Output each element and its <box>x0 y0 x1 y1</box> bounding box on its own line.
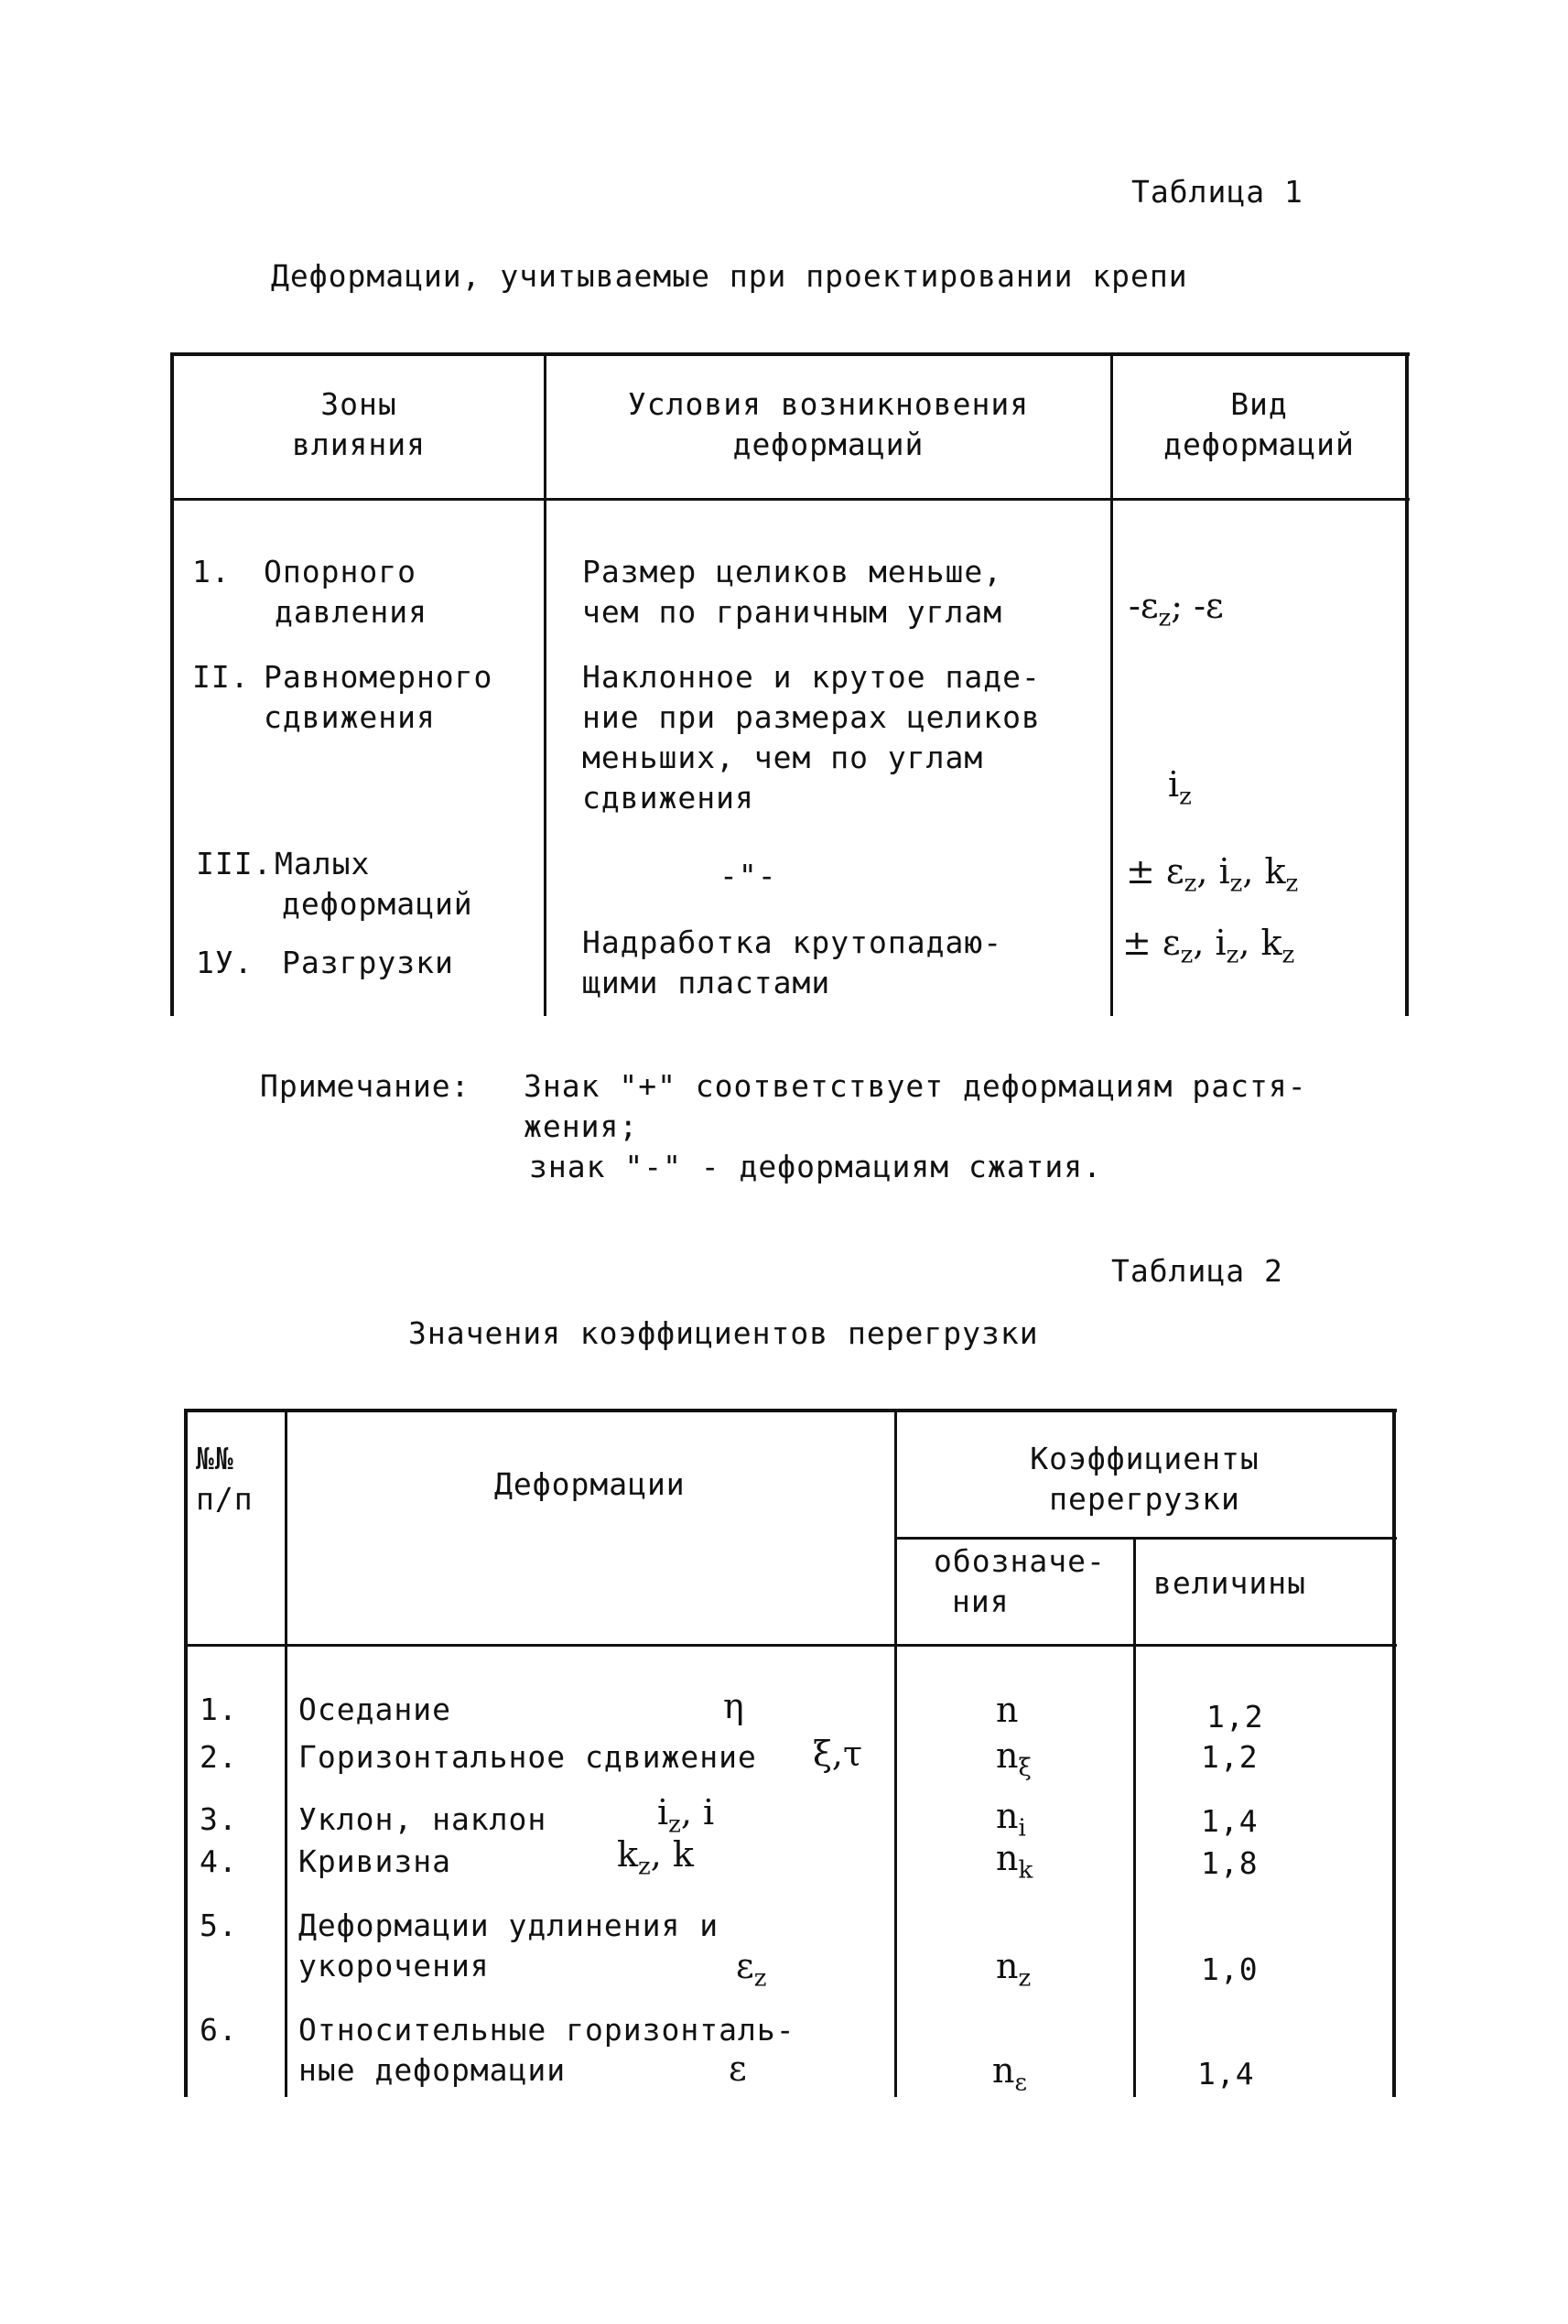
t2-row2-value: 1,2 <box>1201 1739 1259 1775</box>
t2-row3-symbol: $i_z$, i <box>657 1792 715 1839</box>
row4-zone: Разгрузки <box>282 945 454 980</box>
t2-row5-coef: $n_z$ <box>996 1946 1032 1993</box>
header-num: №№ п/п <box>196 1441 254 1517</box>
t2-row4-name: Кривизна <box>298 1843 451 1879</box>
t2-row2-name: Горизонтальное сдвижение <box>298 1739 757 1775</box>
row2-condition: Наклонное и крутое паде- ние при размерах целиков меньших, чем по углам сдвижения <box>582 659 1041 816</box>
row3-condition: -"- <box>719 858 777 893</box>
t2-row3-coef: $n_i$ <box>996 1796 1026 1843</box>
t2-row2-coef: $n_\xi$ <box>996 1735 1032 1782</box>
t2-row2-num: 2. <box>200 1739 238 1775</box>
header-zones: Зоны влияния <box>291 386 427 462</box>
t2-row1-value: 1,2 <box>1206 1699 1264 1735</box>
header-deformations: Деформации <box>494 1466 686 1502</box>
note-line-2: жения; <box>524 1108 639 1144</box>
t2-row4-symbol: $k_z$, k <box>617 1834 694 1881</box>
t2-row6-num: 6. <box>200 2012 238 2048</box>
row1-num: 1. <box>192 554 231 589</box>
t2-row4-num: 4. <box>200 1843 238 1879</box>
t2-row1-symbol: η <box>723 1686 744 1726</box>
header-type: Вид деформаций <box>1163 386 1355 462</box>
header-conditions: Условия возникновения деформаций <box>627 386 1030 462</box>
row4-type: ± $\varepsilon_z$, $i_z$, $k_z$ <box>1122 923 1295 969</box>
row3-zone: Малых деформаций <box>275 846 473 922</box>
t2-row3-name: Уклон, наклон <box>298 1801 547 1837</box>
row1-type: $-\varepsilon_z$; -ε <box>1129 586 1224 632</box>
t2-row6-coef: $n_\varepsilon$ <box>992 2050 1027 2097</box>
t2-row4-coef: $n_k$ <box>996 1838 1033 1885</box>
t2-row3-num: 3. <box>200 1801 238 1837</box>
t2-row1-num: 1. <box>200 1692 238 1727</box>
table1-title: Деформации, учитываемые при проектировании крепи <box>271 258 1188 294</box>
t2-row6-name: Относительные горизонталь- ные деформации <box>298 2012 795 2088</box>
table2-title: Значения коэффициентов перегрузки <box>408 1315 1039 1351</box>
t2-row2-symbol: ξ,τ <box>813 1734 863 1774</box>
row2-zone: Равномерного сдвижения <box>264 659 493 735</box>
table2-caption: Таблица 2 <box>1111 1253 1283 1289</box>
row2-num: II. <box>192 659 250 695</box>
row1-condition: Размер целиков меньше, чем по граничным углам <box>582 554 1003 630</box>
t2-row5-name: Деформации удлинения и укорочения <box>298 1908 719 1984</box>
note-line-1: Знак "+" соответствует деформациям растя- <box>524 1068 1307 1104</box>
note-label: Примечание: <box>260 1068 470 1104</box>
row4-condition: Надработка крутопадаю- щими пластами <box>582 924 1003 1000</box>
t2-row5-symbol: $\varepsilon_z$ <box>736 1946 767 1993</box>
t2-row1-name: Оседание <box>298 1692 451 1727</box>
t2-row3-value: 1,4 <box>1201 1803 1259 1839</box>
t2-row1-coef: n <box>996 1690 1019 1730</box>
t2-row5-value: 1,0 <box>1201 1951 1259 1987</box>
note-line-3: знак "-" - деформациям сжатия. <box>529 1149 1103 1184</box>
header-value: величины <box>1153 1565 1306 1601</box>
table1-caption: Таблица 1 <box>1131 174 1303 210</box>
row3-num: III. <box>196 846 273 881</box>
t2-row4-value: 1,8 <box>1201 1845 1259 1881</box>
t2-row6-value: 1,4 <box>1197 2056 1255 2092</box>
t2-row5-num: 5. <box>200 1908 238 1943</box>
header-coefficients: Коэффициенты перегрузки <box>1030 1441 1260 1517</box>
t2-row6-symbol: ε <box>729 2048 747 2089</box>
row1-zone: Опорного давления <box>264 554 427 630</box>
row2-type: $i_z$ <box>1168 764 1192 811</box>
row3-type: ± $\varepsilon_z$, $i_z$, $k_z$ <box>1126 851 1299 898</box>
row4-num: 1У. <box>196 945 254 980</box>
header-designation: обозначе- ния <box>934 1543 1106 1619</box>
